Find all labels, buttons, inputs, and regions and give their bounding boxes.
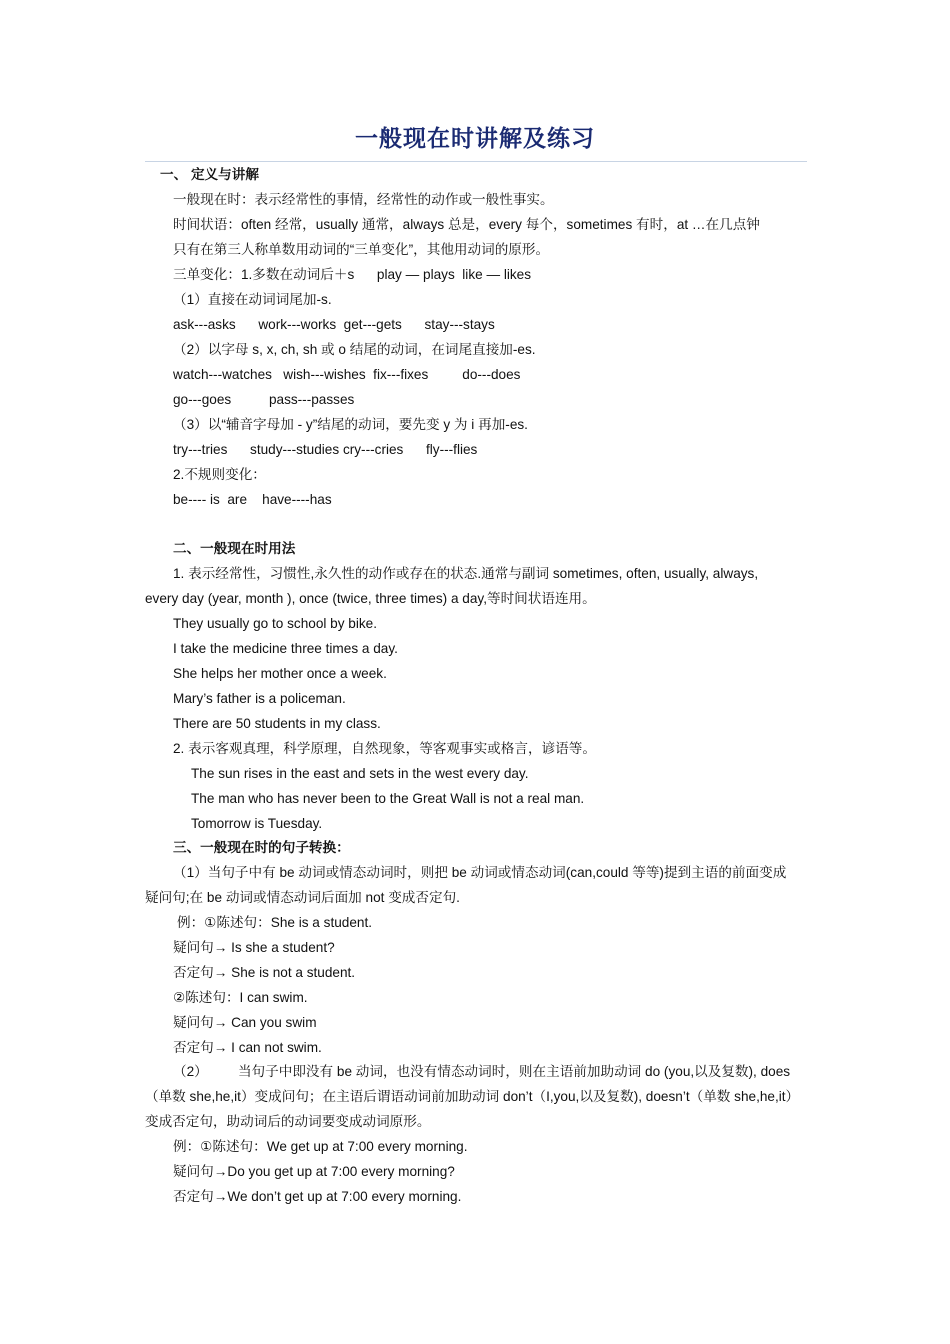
- example-sentence: 例：①陈述句：She is a student.: [177, 915, 373, 930]
- example-sentence: There are 50 students in my class.: [173, 716, 381, 731]
- text-line: （单数 she,he,it）变成问句；在主语后谓语动词前加助动词 don’t（I,you,以及复数), doesn’t（单数 she,he,it）: [145, 1089, 800, 1104]
- text-line: （3）以“辅音字母加 - y”结尾的动词，要先变 y 为 i 再加-es.: [173, 417, 528, 432]
- section-heading-3: 三、一般现在时的句子转换：: [173, 840, 350, 855]
- example-sentence: 例：①陈述句：We get up at 7:00 every morning.: [173, 1139, 468, 1154]
- text-line: 三单变化：1.多数在动词后＋s play — plays like — likes: [173, 267, 532, 282]
- text-line: 2.不规则变化：: [173, 467, 266, 482]
- example-sentence: 疑问句→Do you get up at 7:00 every morning?: [173, 1164, 455, 1179]
- text-line: ask---asks work---works get---gets stay---stays: [173, 317, 495, 332]
- example-sentence: They usually go to school by bike.: [173, 616, 378, 631]
- text-line: try---tries study---studies cry---cries fly---flies: [173, 442, 478, 457]
- text-line: 变成否定句，助动词后的动词要变成动词原形。: [145, 1114, 431, 1129]
- text-line: （1）当句子中有 be 动词或情态动词时，则把 be 动词或情态动词(can,could 等等)提到主语的前面变成: [173, 865, 787, 880]
- example-sentence: 疑问句→ Can you swim: [173, 1015, 317, 1030]
- example-sentence: Tomorrow is Tuesday.: [191, 816, 323, 831]
- example-sentence: 否定句→We don’t get up at 7:00 every morning.: [173, 1189, 462, 1204]
- title-divider: [145, 161, 807, 162]
- text-line: 时间状语：often 经常，usually 通常，always 总是，every 每个，sometimes 有时，at …在几点钟: [173, 217, 760, 232]
- example-sentence: The sun rises in the east and sets in the west every day.: [191, 766, 529, 781]
- text-line: 1. 表示经常性，习惯性,永久性的动作或存在的状态.通常与副词 sometimes, often, usually, always,: [173, 566, 759, 581]
- text-line: 只有在第三人称单数用动词的“三单变化”，其他用动词的原形。: [173, 242, 550, 257]
- example-sentence: The man who has never been to the Great Wall is not a real man.: [191, 791, 585, 806]
- section-heading-2: 二、一般现在时用法: [173, 541, 296, 556]
- text-line: go---goes pass---passes: [173, 392, 355, 407]
- example-sentence: Mary’s father is a policeman.: [173, 691, 346, 706]
- example-sentence: I take the medicine three times a day.: [173, 641, 398, 656]
- text-line: （1）直接在动词词尾加-s.: [173, 292, 332, 307]
- example-sentence: She helps her mother once a week.: [173, 666, 387, 681]
- text-line: 2. 表示客观真理，科学原理，自然现象，等客观事实或格言，谚语等。: [173, 741, 596, 756]
- text-line: watch---watches wish---wishes fix---fixes do---does: [173, 367, 521, 382]
- text-line: be---- is are have----has: [173, 492, 332, 507]
- example-sentence: ②陈述句：I can swim.: [173, 990, 308, 1005]
- example-sentence: 疑问句→ Is she a student?: [173, 940, 335, 955]
- example-sentence: 否定句→ I can not swim.: [173, 1040, 322, 1055]
- example-sentence: 否定句→ She is not a student.: [173, 965, 356, 980]
- text-line: （2） 当句子中即没有 be 动词，也没有情态动词时，则在主语前加助动词 do (you,以及复数), does: [173, 1064, 791, 1079]
- text-line: （2）以字母 s, x, ch, sh 或 o 结尾的动词，在词尾直接加-es.: [173, 342, 536, 357]
- text-line: every day (year, month ), once (twice, three times) a day,等时间状语连用。: [145, 591, 596, 606]
- section-heading-1: 一、 定义与讲解: [160, 167, 259, 182]
- text-line: 疑问句;在 be 动词或情态动词后面加 not 变成否定句.: [145, 890, 460, 905]
- text-line: 一般现在时：表示经常性的事情，经常性的动作或一般性事实。: [173, 192, 554, 207]
- document-title: 一般现在时讲解及练习: [355, 125, 595, 152]
